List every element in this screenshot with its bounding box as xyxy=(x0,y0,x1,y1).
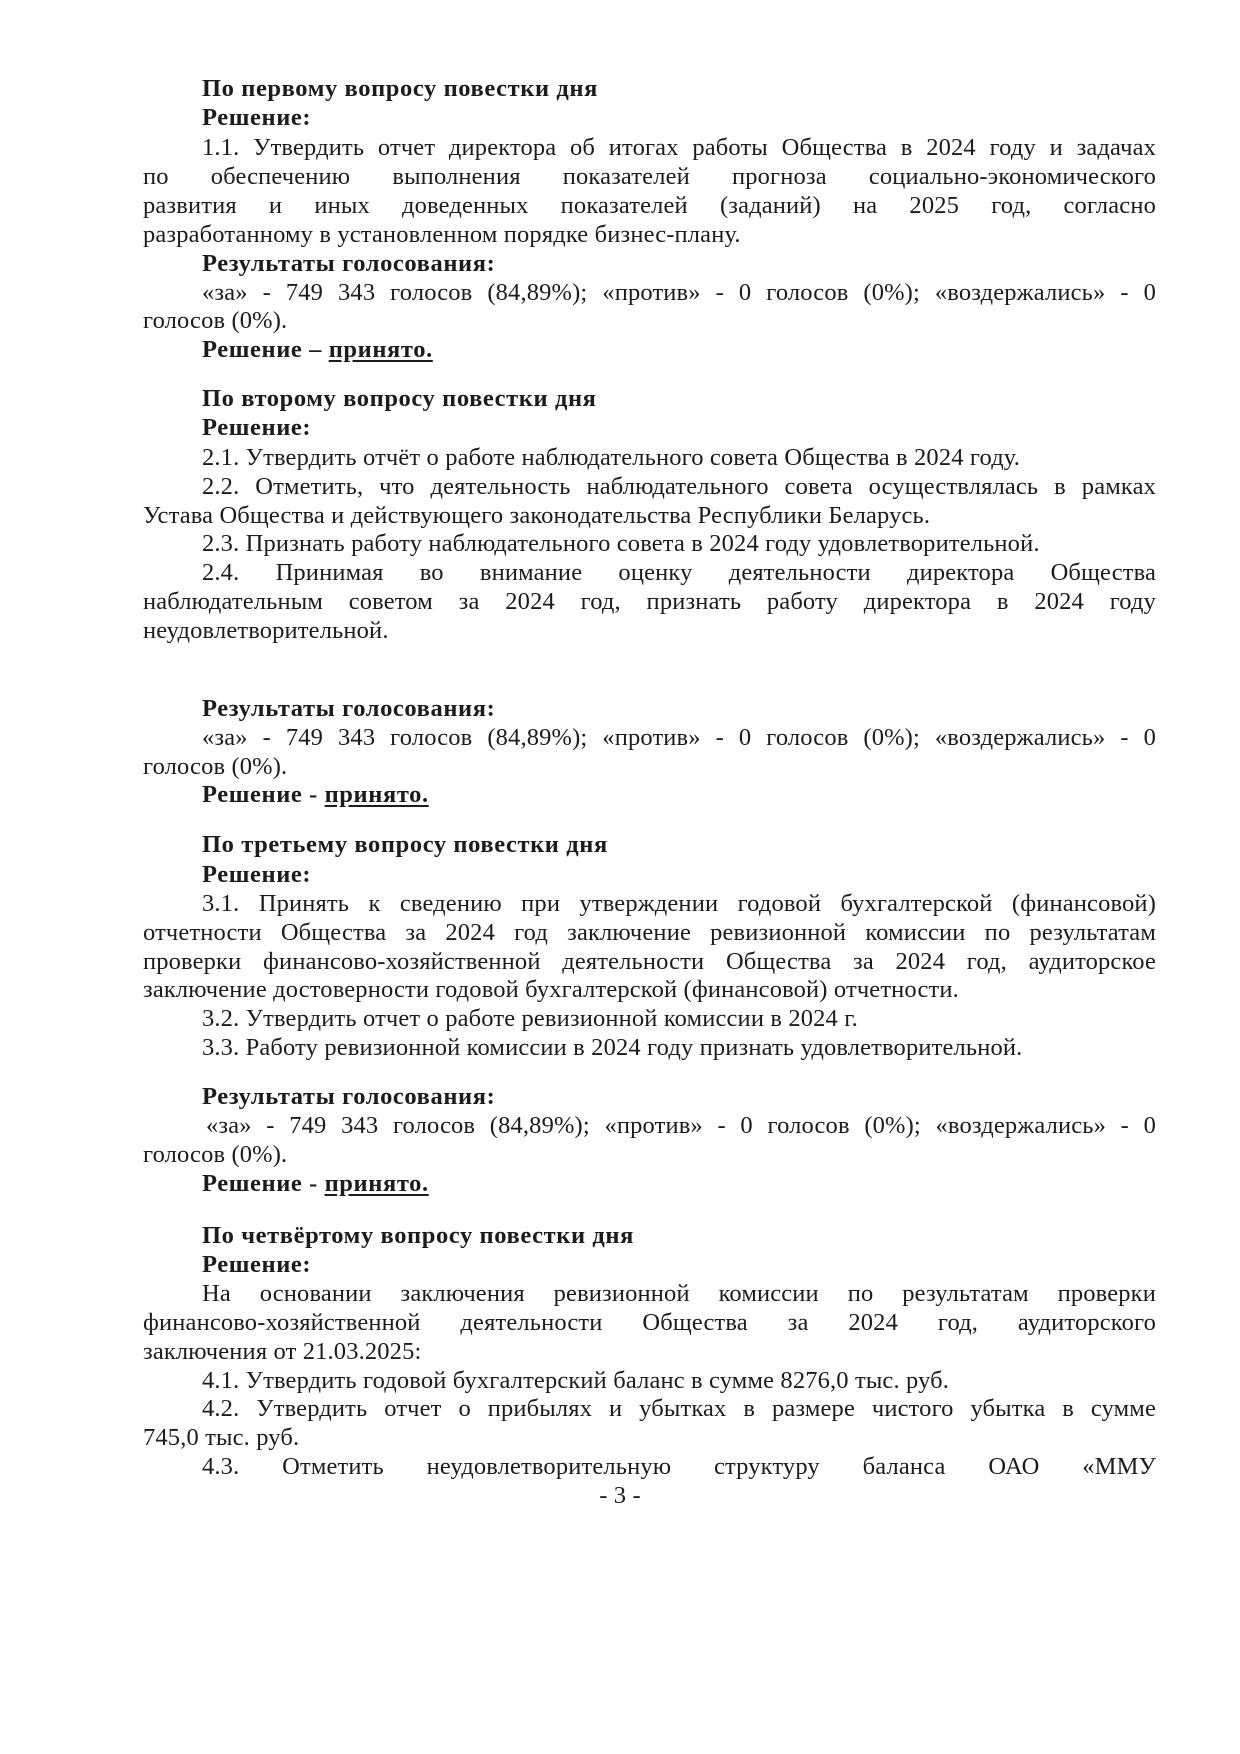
q3-outcome xyxy=(202,1169,429,1199)
q4-intro-line: заключения от 21.03.2025: xyxy=(143,1338,422,1365)
q2-results-line: «за» - 749 343 голосов (84,89%); «против» - 0 голосов (0%); «воздержались» - 0 xyxy=(202,724,1156,751)
q2-outcome-value: принято. xyxy=(324,781,429,808)
q4-paragraph-line: 4.2. Утвердить отчет о прибылях и убытках в размере чистого убытка в сумме xyxy=(202,1395,1156,1422)
q4-heading: По четвёртому вопросу повестки дня xyxy=(202,1222,634,1249)
q4-intro-line: финансово-хозяйственной деятельности Общества за 2024 год, аудиторского xyxy=(143,1309,1156,1336)
q3-heading: По третьему вопросу повестки дня xyxy=(202,831,608,858)
q2-paragraph-line: 2.4. Принимая во внимание оценку деятельности директора Общества xyxy=(202,559,1156,586)
q2-paragraph-line: наблюдательным советом за 2024 год, признать работу директора в 2024 году xyxy=(143,588,1156,615)
q1-outcome xyxy=(202,335,433,365)
q4-decision-label: Решение: xyxy=(202,1251,312,1278)
q2-paragraph-line: 2.1. Утвердить отчёт о работе наблюдательного совета Общества в 2024 году. xyxy=(202,444,1021,471)
q1-heading: По первому вопросу повестки дня xyxy=(202,75,598,102)
q1-results-line: «за» - 749 343 голосов (84,89%); «против» - 0 голосов (0%); «воздержались» - 0 xyxy=(202,279,1156,306)
q2-heading: По второму вопросу повестки дня xyxy=(202,385,597,412)
q1-decision-label: Решение: xyxy=(202,104,312,131)
q2-paragraph-line: неудовлетворительной. xyxy=(143,617,389,644)
q2-paragraph-line: 2.3. Признать работу наблюдательного совета в 2024 году удовлетворительной. xyxy=(202,530,1040,557)
q1-paragraph-line: по обеспечению выполнения показателей прогноза социально-экономического xyxy=(143,163,1156,190)
q3-results-line: голосов (0%). xyxy=(143,1141,288,1168)
q2-paragraph-line: Устава Общества и действующего законодательства Республики Беларусь. xyxy=(143,502,931,529)
q3-paragraph-line: 3.2. Утвердить отчет о работе ревизионной комиссии в 2024 г. xyxy=(202,1005,858,1032)
q2-results-label: Результаты голосования: xyxy=(202,695,496,722)
q3-paragraph-line: заключение достоверности годовой бухгалтерской (финансовой) отчетности. xyxy=(143,976,959,1003)
q1-results-label: Результаты голосования: xyxy=(202,250,496,277)
q4-intro-line: На основании заключения ревизионной комиссии по результатам проверки xyxy=(202,1280,1156,1307)
q3-paragraph-line: 3.1. Принять к сведению при утверждении годовой бухгалтерской (финансовой) xyxy=(202,890,1156,917)
q3-outcome-value: принято. xyxy=(324,1170,429,1197)
q3-paragraph-line: отчетности Общества за 2024 год заключение ревизионной комиссии по результатам xyxy=(143,919,1156,946)
q2-paragraph-line: 2.2. Отметить, что деятельность наблюдательного совета осуществлялась в рамках xyxy=(202,473,1156,500)
q2-results-line: голосов (0%). xyxy=(143,753,288,780)
q3-outcome-prefix: Решение - xyxy=(202,1170,325,1197)
q1-paragraph-line: 1.1. Утвердить отчет директора об итогах работы Общества в 2024 году и задачах xyxy=(202,134,1156,161)
q3-decision-label: Решение: xyxy=(202,861,312,888)
q3-paragraph-line: 3.3. Работу ревизионной комиссии в 2024 году признать удовлетворительной. xyxy=(202,1034,1023,1061)
q2-outcome xyxy=(202,780,429,810)
q1-paragraph-line: развития и иных доведенных показателей (заданий) на 2025 год, согласно xyxy=(143,192,1156,219)
q2-outcome-prefix: Решение - xyxy=(202,781,325,808)
q3-paragraph-line: проверки финансово-хозяйственной деятельности Общества за 2024 год, аудиторское xyxy=(143,948,1156,975)
q1-outcome-value: принято. xyxy=(328,336,433,363)
q4-paragraph-line: 745,0 тыс. руб. xyxy=(143,1424,300,1451)
q1-paragraph-line: разработанному в установленном порядке бизнес-плану. xyxy=(143,221,741,248)
q3-results-line: «за» - 749 343 голосов (84,89%); «против» - 0 голосов (0%); «воздержались» - 0 xyxy=(206,1112,1156,1139)
q1-outcome-prefix: Решение – xyxy=(202,336,329,363)
page-number: - 3 - xyxy=(599,1482,641,1509)
q1-results-line: голосов (0%). xyxy=(143,307,288,334)
q2-decision-label: Решение: xyxy=(202,414,312,441)
q4-paragraph-line: 4.3. Отметить неудовлетворительную структуру баланса ОАО «ММУ xyxy=(202,1453,1156,1480)
q4-paragraph-line: 4.1. Утвердить годовой бухгалтерский баланс в сумме 8276,0 тыс. руб. xyxy=(202,1367,950,1394)
q3-results-label: Результаты голосования: xyxy=(202,1083,496,1110)
